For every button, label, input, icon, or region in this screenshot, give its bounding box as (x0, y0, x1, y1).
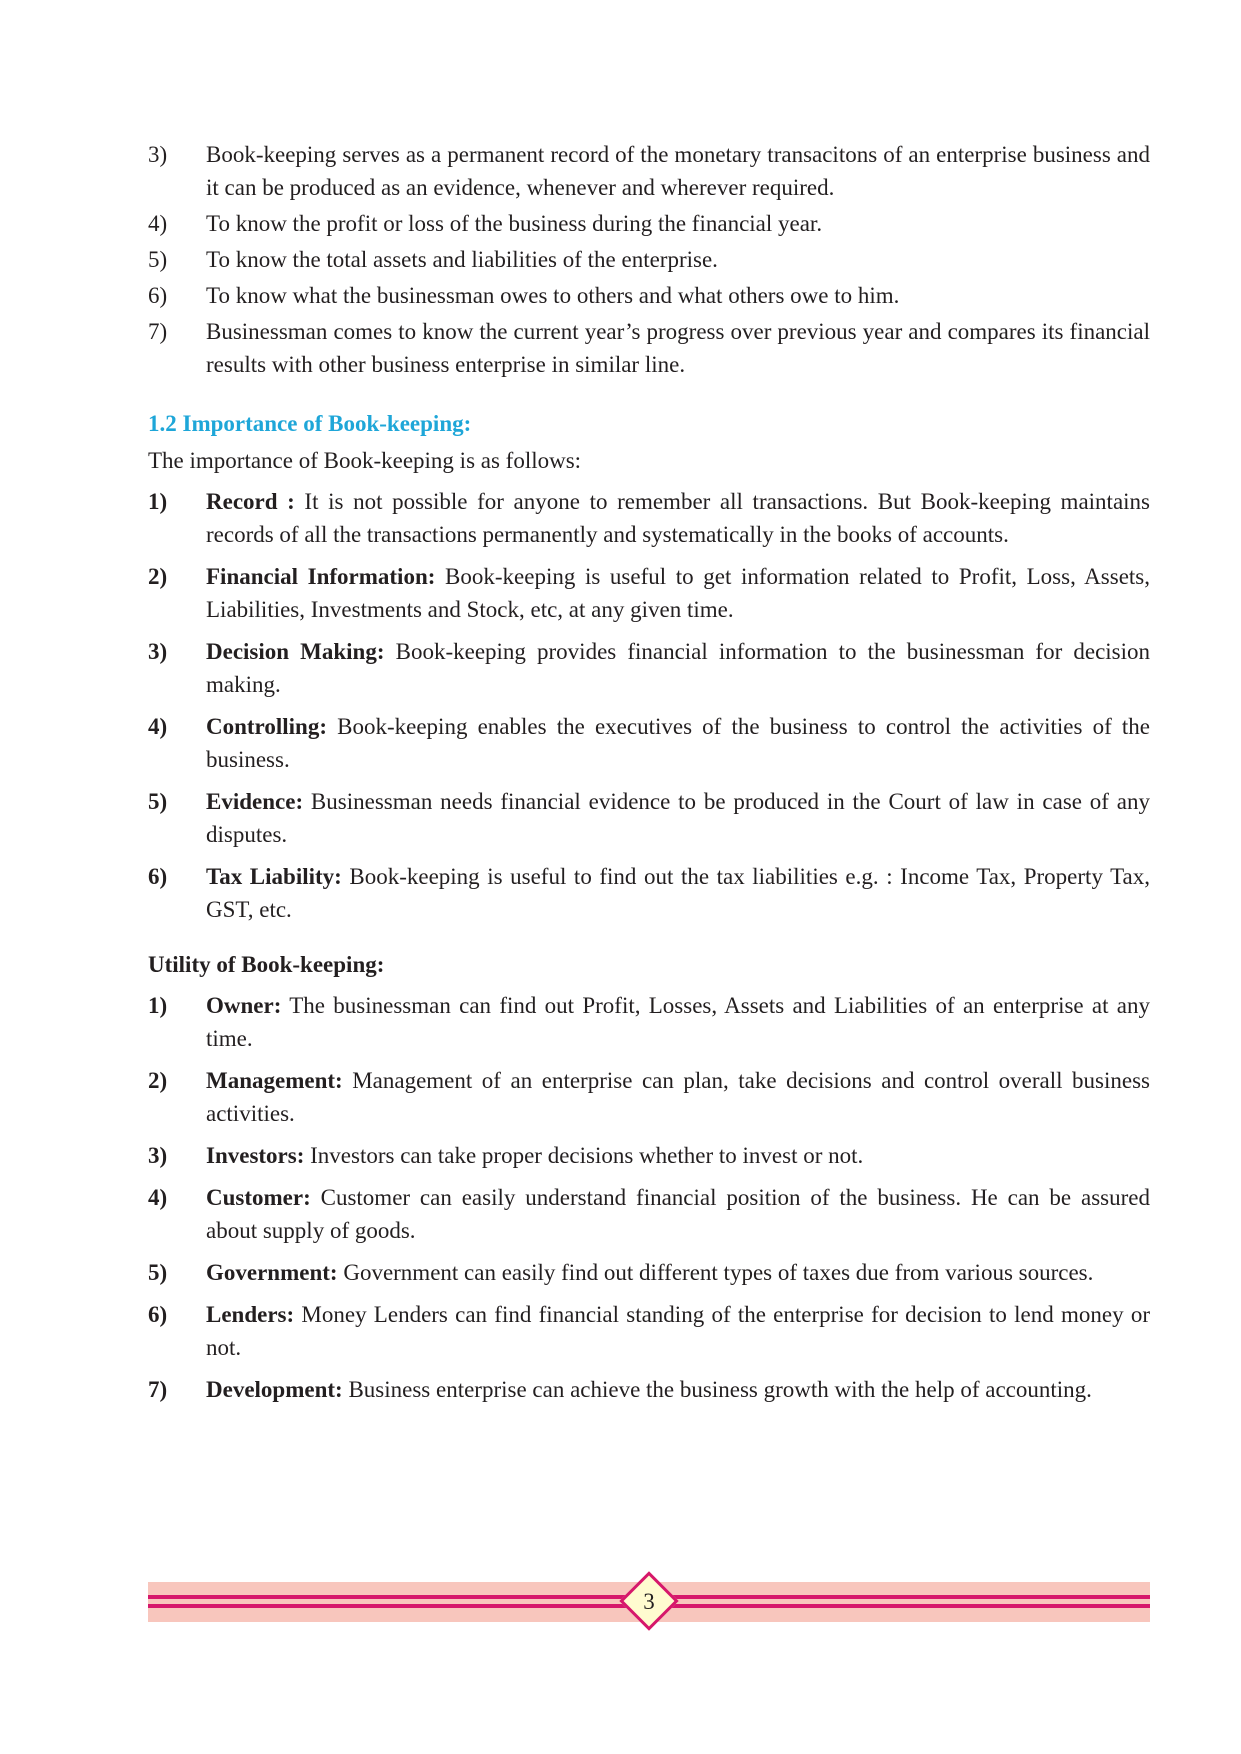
item-text: Customer can easily understand financial position of the business. He can be assured about supply of goods. (206, 1185, 1150, 1243)
item-body (206, 1139, 1150, 1172)
section-heading-utility: Utility of Book-keeping: (148, 952, 385, 977)
item-number: 5) (148, 247, 168, 272)
item-text: To know the profit or loss of the business during the financial year. (206, 211, 823, 236)
item-text: The businessman can find out Profit, Losses, Assets and Liabilities of an enterprise at any time. (206, 993, 1150, 1051)
item-text: It is not possible for anyone to remember all transactions. But Book-keeping maintains records of all the transactions permanently and systematically in the books of accounts. (206, 489, 1150, 547)
item-term: Owner: (206, 993, 282, 1018)
page-content (148, 138, 1150, 1415)
item-body (206, 635, 1150, 701)
item-number: 1) (148, 993, 168, 1018)
item-number: 3) (148, 142, 168, 167)
item-text: To know the total assets and liabilities of the enterprise. (206, 247, 718, 272)
list-item (148, 1298, 1150, 1364)
item-term: Decision Making: (206, 639, 385, 664)
item-term: Evidence: (206, 789, 304, 814)
list-item (148, 710, 1150, 776)
importance-list (148, 485, 1150, 926)
item-text: Book-keeping provides financial information to the businessman for decision making. (206, 639, 1151, 697)
item-number: 6) (148, 283, 168, 308)
list-item (148, 1256, 1150, 1289)
item-term: Tax Liability: (206, 864, 342, 889)
list-item (148, 279, 1150, 312)
item-body (206, 785, 1150, 851)
item-number: 4) (148, 211, 168, 236)
item-body (206, 1256, 1150, 1289)
item-text: Money Lenders can find financial standing of the enterprise for decision to lend money or not. (206, 1302, 1150, 1360)
item-number: 3) (148, 1143, 168, 1168)
item-term: Record : (206, 489, 295, 514)
item-text: Management of an enterprise can plan, take decisions and control overall business activities. (206, 1068, 1150, 1126)
item-number: 1) (148, 489, 168, 514)
item-term: Lenders: (206, 1302, 295, 1327)
item-number: 4) (148, 1185, 168, 1210)
item-number: 3) (148, 639, 168, 664)
item-text: Businessman comes to know the current year’s progress over previous year and compares its financial results with other business enterprise in similar line. (206, 319, 1150, 377)
list-item (148, 1064, 1150, 1130)
item-term: Development: (206, 1377, 343, 1402)
item-body (206, 485, 1150, 551)
item-text: To know what the businessman owes to others and what others owe to him. (206, 283, 900, 308)
list-item (148, 243, 1150, 276)
item-body (206, 989, 1150, 1055)
item-text: Businessman needs financial evidence to be produced in the Court of law in case of any disputes. (206, 789, 1150, 847)
list-item (148, 315, 1150, 381)
item-term: Government: (206, 1260, 338, 1285)
item-text: Book-keeping is useful to get information related to Profit, Loss, Assets, Liabilities, Investments and Stock, etc, at any given time. (206, 564, 1150, 622)
item-term: Investors: (206, 1143, 305, 1168)
item-body (206, 860, 1150, 926)
item-text: Book-keeping serves as a permanent record of the monetary transacitons of an enterprise business and it can be produced as an evidence, whenever and wherever required. (206, 142, 1150, 200)
item-number: 6) (148, 1302, 168, 1327)
list-item (148, 860, 1150, 926)
item-number: 2) (148, 1068, 168, 1093)
list-item (148, 138, 1150, 204)
item-number: 4) (148, 714, 168, 739)
list-item (148, 785, 1150, 851)
item-number: 2) (148, 564, 168, 589)
page-number: 3 (643, 1589, 655, 1614)
item-text: Book-keeping is useful to find out the tax liabilities e.g. : Income Tax, Property Tax, GST, etc. (206, 864, 1150, 922)
item-body (206, 1373, 1150, 1406)
list-item (148, 1373, 1150, 1406)
item-term: Customer: (206, 1185, 311, 1210)
item-number: 5) (148, 789, 168, 814)
list-item (148, 635, 1150, 701)
item-number: 5) (148, 1260, 168, 1285)
list-item (148, 560, 1150, 626)
list-item (148, 989, 1150, 1055)
item-number: 7) (148, 319, 168, 344)
list-item (148, 1181, 1150, 1247)
page-footer (148, 1582, 1150, 1622)
item-body (206, 710, 1150, 776)
list-item (148, 1139, 1150, 1172)
importance-intro: The importance of Book-keeping is as follows: (148, 448, 582, 473)
item-body (206, 1181, 1150, 1247)
utility-list (148, 989, 1150, 1406)
item-body (206, 560, 1150, 626)
item-term: Management: (206, 1068, 343, 1093)
item-text: Government can easily find out different types of taxes due from various sources. (337, 1260, 1094, 1285)
item-body (206, 1298, 1150, 1364)
objectives-list (148, 138, 1150, 381)
item-text: Investors can take proper decisions whether to invest or not. (304, 1143, 864, 1168)
item-term: Controlling: (206, 714, 327, 739)
item-number: 6) (148, 864, 168, 889)
item-body (206, 1064, 1150, 1130)
section-heading-importance: 1.2 Importance of Book-keeping: (148, 411, 472, 436)
item-text: Business enterprise can achieve the business growth with the help of accounting. (342, 1377, 1092, 1402)
item-text: Book-keeping enables the executives of the business to control the activities of the business. (206, 714, 1150, 772)
item-number: 7) (148, 1377, 168, 1402)
item-term: Financial Information: (206, 564, 436, 589)
list-item (148, 485, 1150, 551)
list-item (148, 207, 1150, 240)
